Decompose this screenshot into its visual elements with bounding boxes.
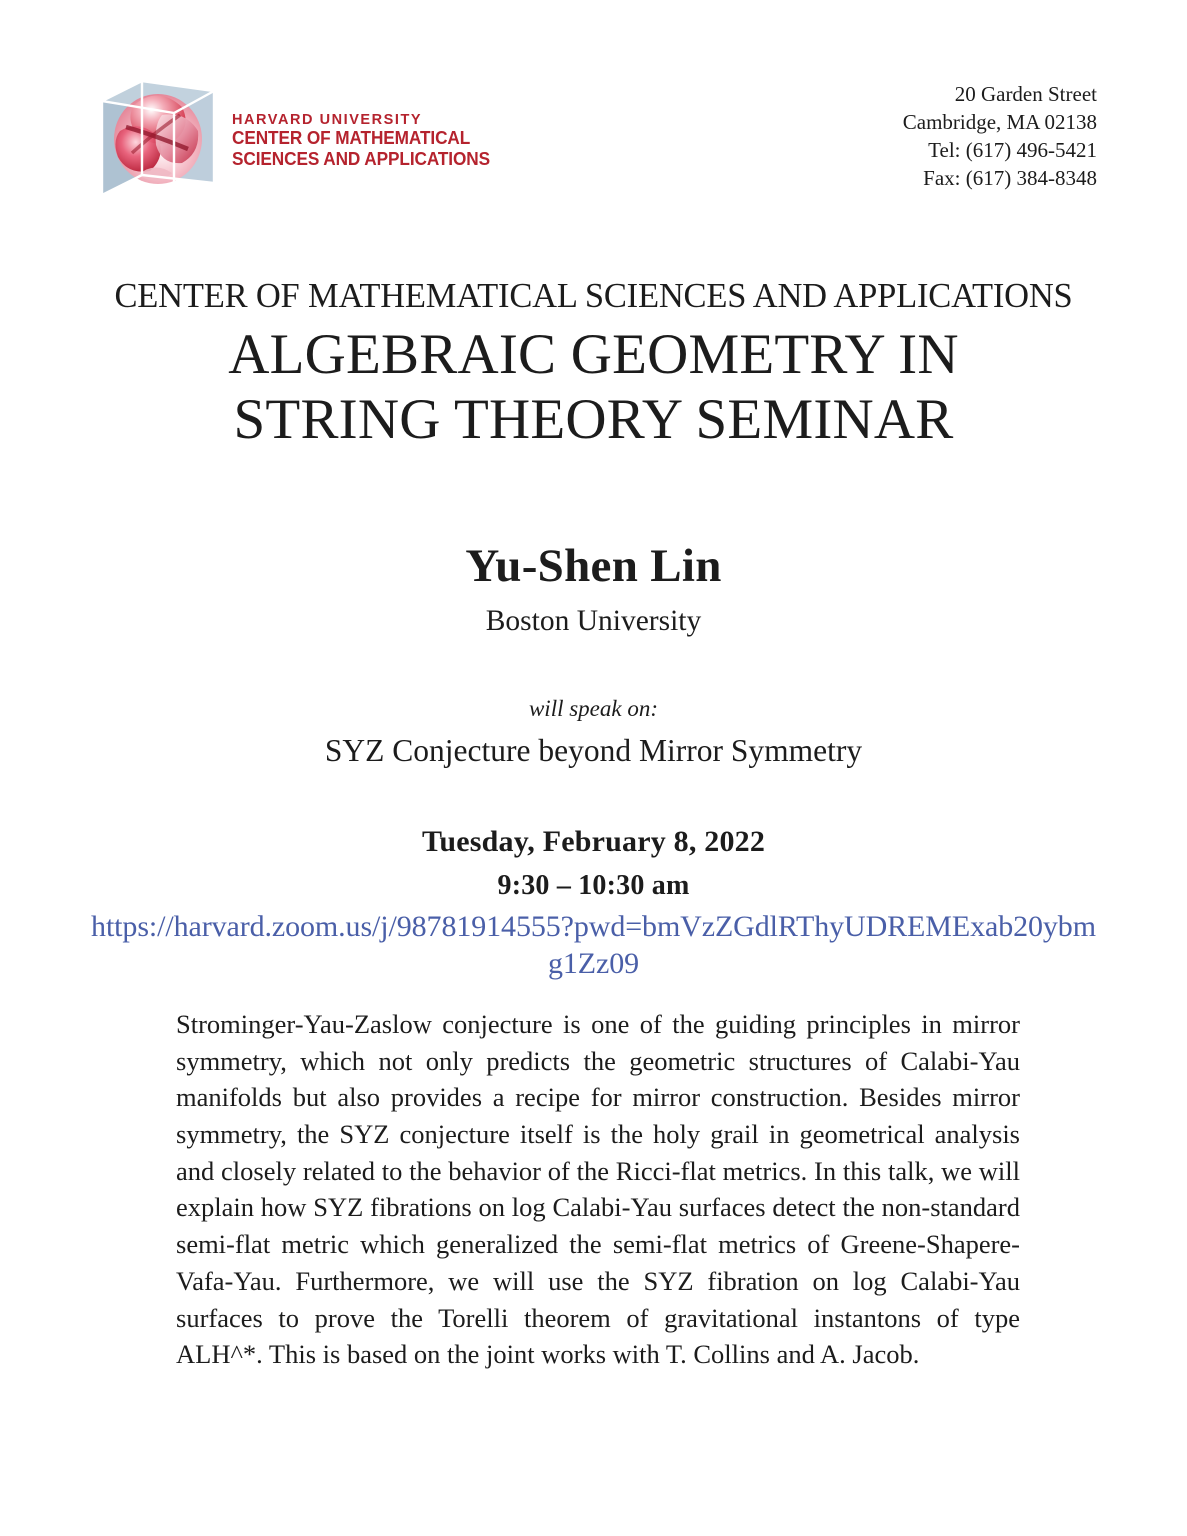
event-time: 9:30 – 10:30 am — [497, 869, 690, 901]
event-date: Tuesday, February 8, 2022 — [421, 825, 766, 858]
calabi-yau-cube-logo-icon — [96, 75, 220, 207]
talk-block — [0, 695, 1187, 769]
speaker-block — [0, 541, 1187, 639]
logo-line-harvard: HARVARD UNIVERSITY — [232, 111, 423, 128]
logo-line-center: CENTER OF MATHEMATICAL — [232, 127, 471, 149]
title-block — [64, 278, 1124, 453]
speaker-name: Yu-Shen Lin — [465, 540, 722, 592]
cmsa-logo — [96, 75, 509, 207]
logo-line-sciences: SCIENCES AND APPLICATIONS — [232, 148, 491, 170]
abstract-text: Strominger-Yau-Zaslow conjecture is one of the guiding principles in mirror symmetry, which not only predicts the geometric structures of Calabi-Yau manifolds but also provides a recipe for mirror construction. Besides mirror symmetry, the SYZ conjecture itself is the holy grail in geometrical analysis and closely related to the behavior of the Ricci-flat metrics. In this talk, we will explain how SYZ fibrations on log Calabi-Yau surfaces detect the non-standard semi-flat metric which generalized the semi-flat metrics of Greene-Shapere-Vafa-Yau. Furthermore, we will use the SYZ fibration on log Calabi-Yau surfaces to prove the Torelli theorem of gravitational instantons of type ALH^*. This is based on the joint works with T. Collins and A. Jacob. — [176, 1009, 1020, 1370]
seminar-title-line-2: STRING THEORY SEMINAR — [233, 388, 954, 452]
address-city: Cambridge, MA 02138 — [902, 110, 1097, 135]
calabi-yau-surface — [114, 94, 202, 184]
address-street: 20 Garden Street — [954, 82, 1097, 106]
address-tel: Tel: (617) 496-5421 — [928, 138, 1097, 163]
center-name: CENTER OF MATHEMATICAL SCIENCES AND APPLICATIONS — [114, 277, 1073, 315]
address-fax: Fax: (617) 384-8348 — [923, 166, 1097, 191]
cmsa-logo-text — [232, 112, 509, 170]
will-speak-on-label: will speak on: — [528, 696, 659, 721]
talk-title: SYZ Conjecture beyond Mirror Symmetry — [324, 732, 863, 768]
page-header — [0, 66, 1187, 216]
contact-address — [903, 80, 1097, 193]
speaker-affiliation: Boston University — [485, 604, 702, 637]
schedule-block — [0, 824, 1187, 983]
page-title — [64, 323, 1124, 453]
seminar-title-line-1: ALGEBRAIC GEOMETRY IN — [228, 323, 959, 387]
zoom-meeting-link[interactable]: https://harvard.zoom.us/j/98781914555?pwd=bmVzZGdlRThyUDREMExab20ybmg1Zz09 — [91, 909, 1096, 980]
